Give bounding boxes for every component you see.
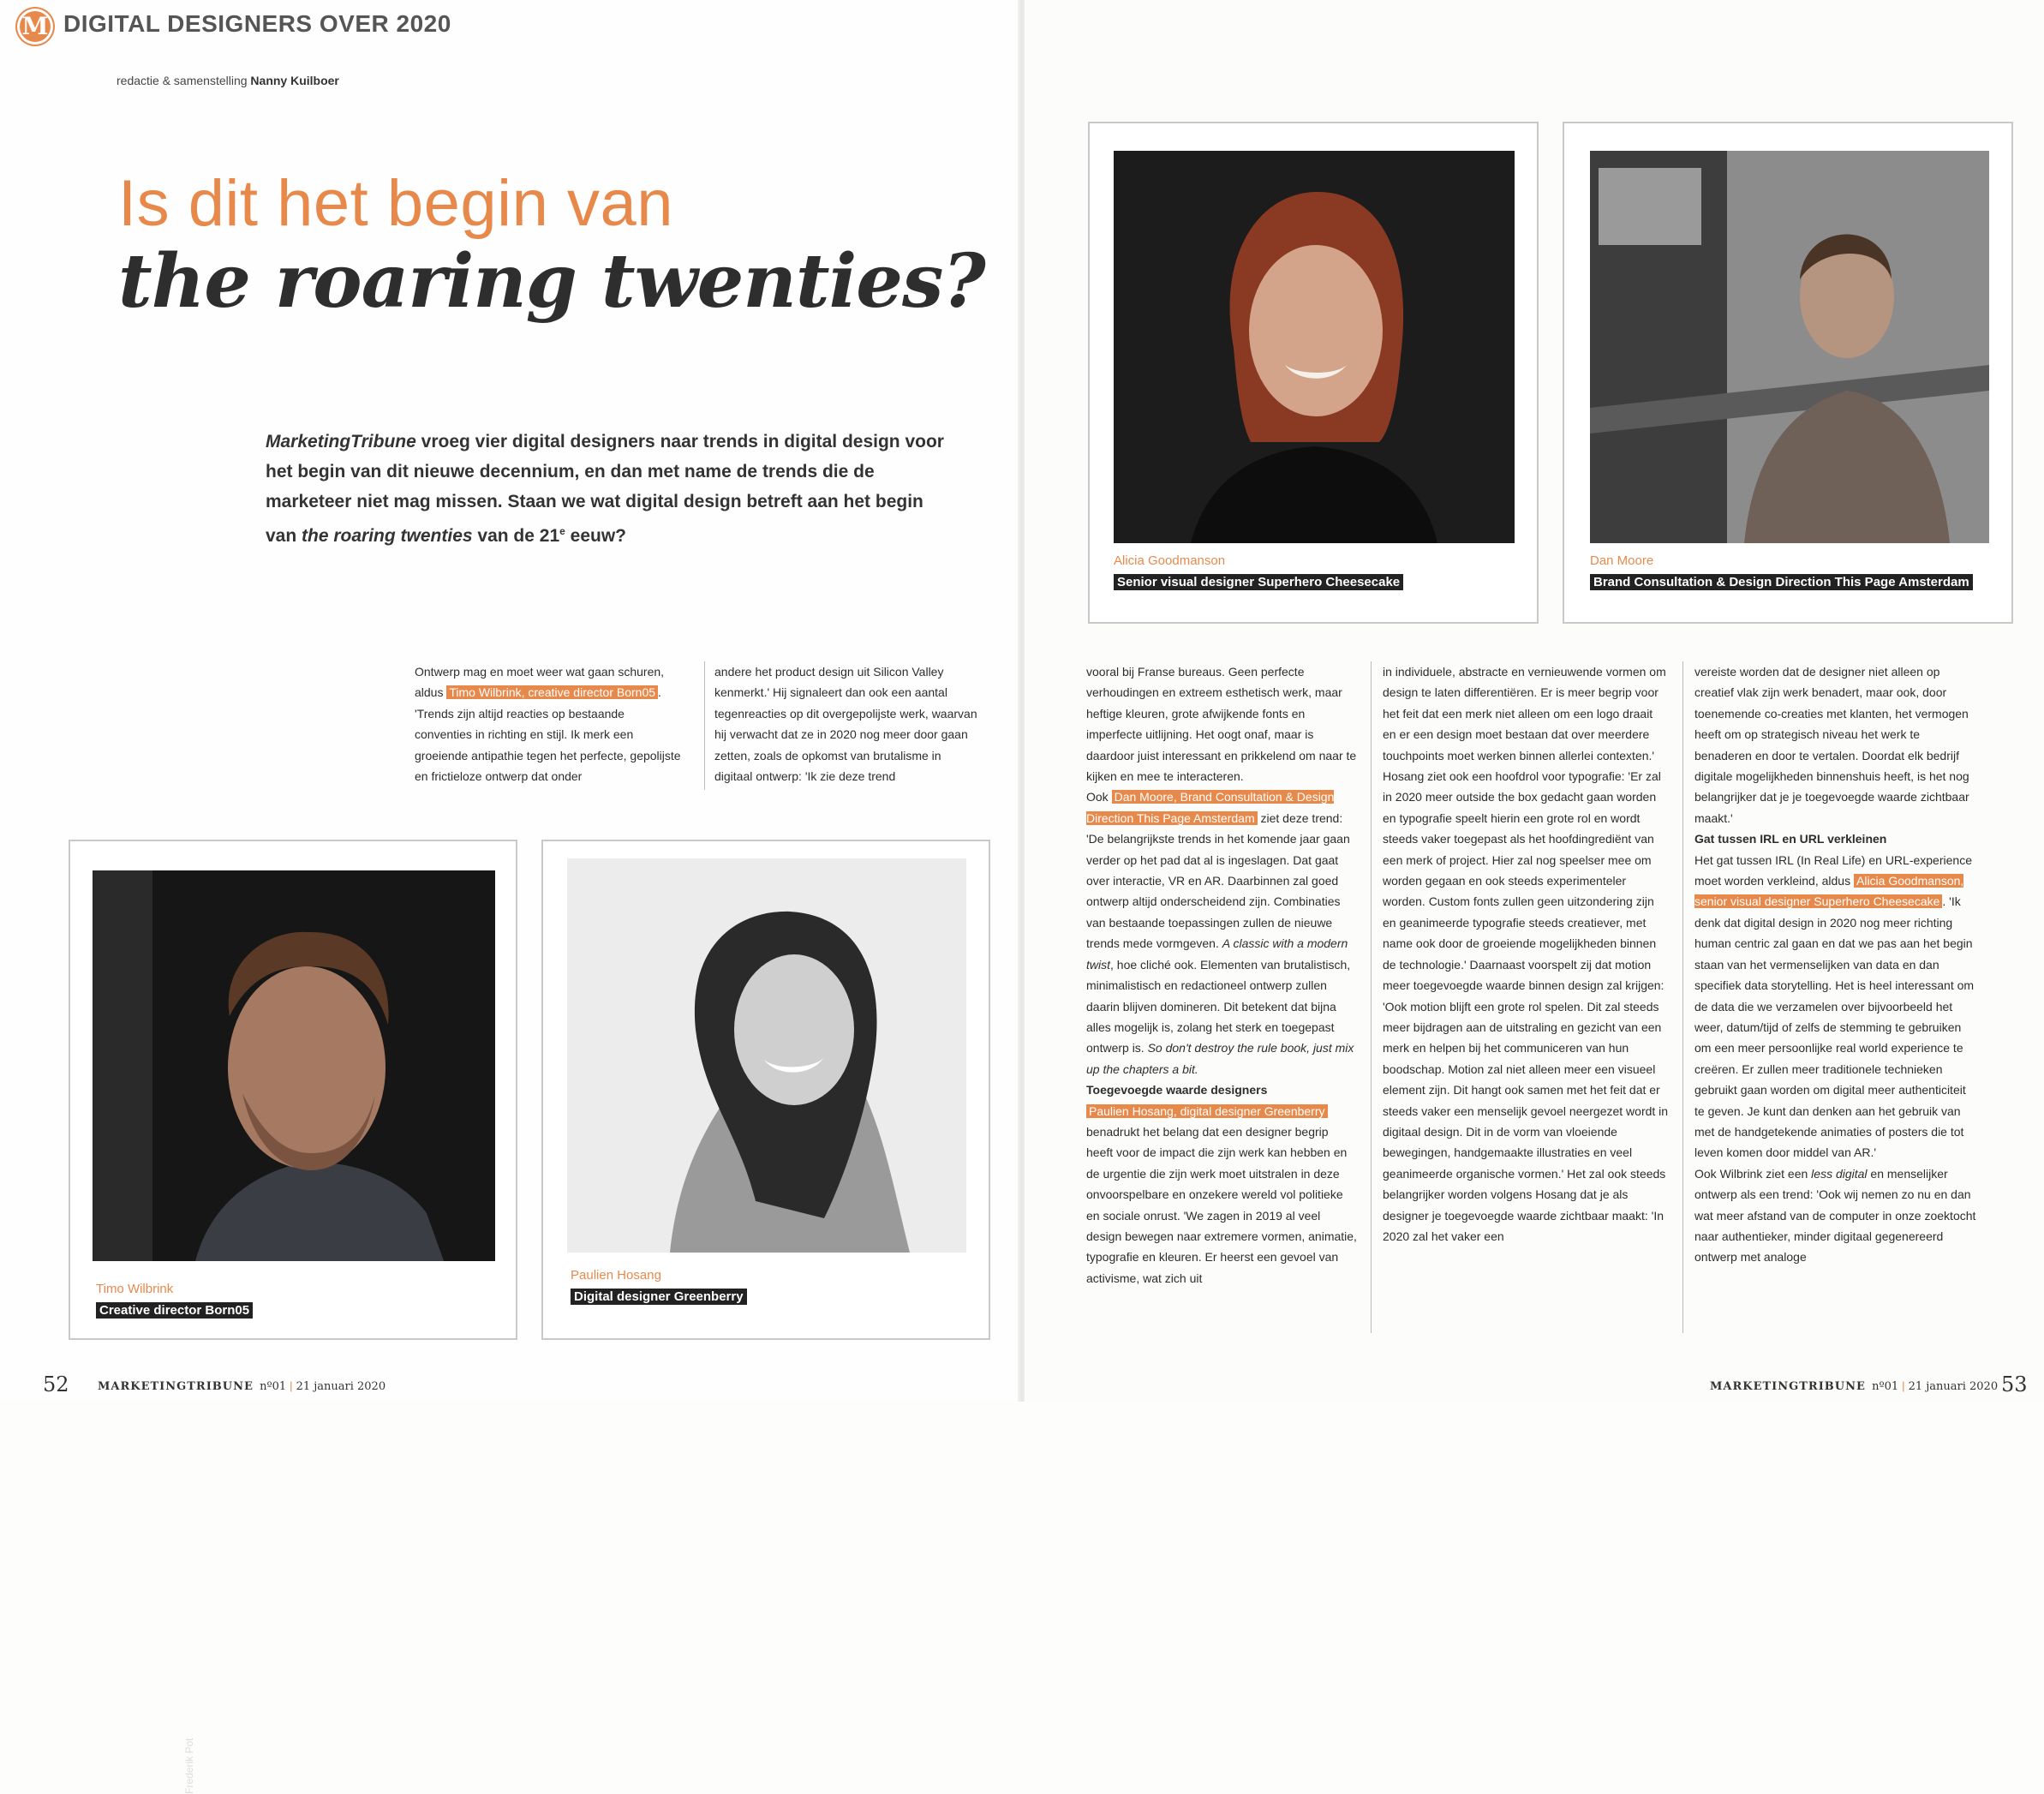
body-paragraph	[1383, 661, 1669, 1247]
highlight-alicia: Alicia Goodmanson, senior visual designer Superhero Cheesecake	[1694, 874, 1964, 909]
body-paragraph	[415, 661, 682, 786]
body-paragraph	[1086, 786, 1357, 1079]
text: andere het product design uit Silicon Valley kenmerkt.' Hij signaleert dan ook een aantal tegenreacties op dit overgepolijste werk, waarvan hij verwacht dat ze in 2020 nog meer door gaan zetten, zoals de opkomst van brutalisme in digitaal ontwerp: 'Ik zie deze trend	[714, 665, 977, 784]
highlight-timo: Timo Wilbrink, creative director Born05	[446, 685, 658, 699]
footer-date: 21 januari 2020	[296, 1380, 386, 1393]
right-page	[1025, 0, 2044, 1402]
intro-paragraph	[266, 427, 951, 551]
body-paragraph	[1086, 661, 1357, 786]
text: Ook Wilbrink ziet een	[1694, 1166, 1812, 1181]
photo-dan-moore	[1590, 151, 1989, 543]
byline-prefix: redactie & samenstelling	[117, 74, 248, 87]
intro-roaring: the roaring twenties	[302, 526, 473, 546]
intro-text-3: eeuw?	[565, 526, 626, 546]
photo-credit: Frederik Pot	[183, 1737, 195, 1794]
column-divider	[1371, 661, 1372, 1333]
text-italic: A classic with a modern twist	[1086, 936, 1348, 972]
page-number-left: 52	[43, 1372, 69, 1396]
body-paragraph	[1694, 661, 1977, 828]
byline	[117, 74, 339, 87]
left-page	[0, 0, 1019, 1794]
caption-name-dan: Dan Moore	[1590, 553, 1654, 568]
footer-date: 21 januari 2020	[1908, 1380, 1999, 1393]
caption-role-alicia: Senior visual designer Superhero Cheesecake	[1114, 574, 1403, 590]
footer-issue: nº01	[1872, 1380, 1899, 1393]
body-paragraph	[1694, 1163, 1977, 1268]
caption-name-alicia: Alicia Goodmanson	[1114, 553, 1226, 568]
photo-paulien-hosang	[567, 858, 966, 1253]
marketingtribune-logo-icon: M	[17, 9, 53, 45]
text: , hoe cliché ook. Elementen van brutalistisch, minimalistisch en redactioneel ontwerp zullen daarin blijven domineren. Dit betekent dat bijna alles mogelijk is, zolang het sterk en toegepast ontwerp is.	[1086, 957, 1351, 1055]
text-italic: less digital	[1811, 1166, 1868, 1181]
body-column-1	[415, 661, 682, 786]
text-italic: So don't destroy the rule book, just mix up the chapters a bit.	[1086, 1041, 1354, 1076]
body-column-5	[1694, 661, 1977, 1268]
caption-name-timo: Timo Wilbrink	[96, 1282, 174, 1296]
byline-name: Nanny Kuilboer	[250, 74, 339, 87]
body-paragraph	[1086, 1101, 1357, 1289]
highlight-dan: Dan Moore, Brand Consultation & Design Direction This Page Amsterdam	[1086, 790, 1335, 825]
text: vooral bij Franse bureaus. Geen perfecte verhoudingen en extreem esthetisch werk, maar heftige kleuren, grote afwijkende fonts en imperfecte uitlijning. Het oogt onaf, maar is daardoor juist interessant en prikkelend om naar te kijken en mee te interacteren.	[1086, 665, 1357, 784]
text: en menselijker ontwerp als een trend: 'Ook wij nemen zo nu en dan wat meer afstand van de computer in onze zoektocht naar authentieker, minder digitaal gegenereerd ontwerp met analoge	[1694, 1166, 1976, 1265]
subheading-irl-url: Gat tussen IRL en URL verkleinen	[1694, 832, 1887, 846]
text: benadrukt het belang dat een designer begrip heeft voor de impact die zijn werk kan hebben en de urgentie die zijn werk moet uitstralen in deze onvoorspelbare en onzekere wereld vol politieke en sociale onrust. 'We zagen in 2019 al veel design bewegen naar extremere vormen, animatie, typografie en kleuren. Er heerst een gevoel van activisme, wat zich uit	[1086, 1124, 1357, 1285]
intro-brand: MarketingTribune	[266, 432, 416, 451]
footer-magazine: MARKETINGTRIBUNE	[1710, 1380, 1866, 1393]
intro-text-2: van de 21	[472, 526, 560, 546]
body-column-3	[1086, 661, 1357, 1289]
highlight-paulien: Paulien Hosang, digital designer Greenberry	[1086, 1104, 1328, 1118]
intro-text-1: vroeg vier digital designers naar trends in digital design voor het begin van dit nieuwe decennium, en dan met name de trends die de marketeer niet mag missen. Staan we wat digital design betreft aan het begin van	[266, 432, 944, 546]
caption-role-dan: Brand Consultation & Design Direction This Page Amsterdam	[1590, 574, 1973, 590]
text: . 'Ik denk dat digital design in 2020 nog meer richting human centric zal gaan en dat we pas aan het begin staan van het vermenselijken van data en dan specifiek data storytelling. Het is heel interessant om de data die we verzamelen over bijvoorbeeld het weer, datum/tijd of zelfs de stemming te gebruiken om een meer persoonlijke real world experience te creëren. Er zullen meer traditionele technieken gebruikt gaan worden om digital meer authenticiteit te geven. Je kunt dan denken aan het gebruik van met de handgetekende animaties of posters die tot leven komen door middel van AR.'	[1694, 894, 1975, 1160]
footer-magazine: MARKETINGTRIBUNE	[98, 1380, 254, 1393]
text: in individuele, abstracte en vernieuwende vormen om design te laten differentiëren. Er is meer begrip voor het feit dat een merk niet alleen om een logo draait en er een design moet bestaan dat over meerdere touchpoints moet werken binnen allerlei contexten.' Hosang ziet ook een hoofdrol voor typografie: 'Er zal in 2020 meer outside the box gedacht gaan worden en typografie speelt hierin een grote rol en wordt steeds vaker toegepast als het hoofdingrediënt van een merk of project. Hier zal nog speelser mee om worden gegaan en ook steeds experimenteler worden. Custom fonts zullen geen uitzondering zijn en geanimeerde typografie steeds creatiever, met name ook door de groeiende mogelijkheden binnen de technologie.' Daarnaast voorspelt zij dat motion meer toegevoegde waarde binnen design zal krijgen: 'Ook motion blijft een grote rol spelen. Dit zal steeds meer bijdragen aan de uitstraling en gezicht van een merk en helpen bij het communiceren van hun boodschap. Motion zal niet alleen meer een visueel element zijn. Dit hangt ook samen met het feit dat er steeds vaker een menselijk gevoel neergezet wordt in digitaal design. Dit in de vorm van vloeiende bewegingen, handgemaakte illustraties en veel geanimeerde organische vormen.' Het zal ook steeds belangrijker worden volgens Hosang dat je als designer je toegevoegde waarde zichtbaar maakt: 'In 2020 zal het vaker een	[1383, 665, 1669, 1243]
photo-alicia-goodmanson	[1114, 151, 1515, 543]
body-column-2	[714, 661, 982, 786]
headline-line1: Is dit het begin van	[118, 167, 673, 240]
subheading-toegevoegde-waarde: Toegevoegde waarde designers	[1086, 1083, 1268, 1097]
photo-timo-wilbrink	[93, 870, 495, 1261]
photo-card-alicia	[1088, 122, 1539, 624]
body-paragraph	[714, 661, 982, 786]
footer-left: MARKETINGTRIBUNE nº01 | 21 januari 2020	[98, 1379, 386, 1393]
text: . 'Trends zijn altijd reacties op bestaande conventies in richting en stijl. Ik merk een groeiende antipathie tegen het perfecte, gepolijste en frictieloze ontwerp dat onder	[415, 685, 681, 784]
text: Ook	[1086, 790, 1112, 804]
photo-card-paulien	[541, 840, 990, 1340]
intro-sup: e	[559, 525, 565, 537]
page-number-right: 53	[2001, 1372, 2028, 1396]
headline-line2: the roaring twenties?	[118, 238, 985, 325]
section-title: DIGITAL DESIGNERS OVER 2020	[63, 10, 451, 37]
footer-issue: nº01	[260, 1380, 287, 1393]
body-paragraph	[1694, 850, 1977, 1163]
text: Ontwerp mag en moet weer wat gaan schuren, aldus	[415, 665, 665, 700]
text: ziet deze trend: 'De belangrijkste trends in het komende jaar gaan verder op het pad dat al is ingeslagen. Dat gaat over interactie, VR en AR. Daarbinnen zal goed ontwerp altijd onderscheidend zijn. Combinaties van bestaande toepassingen zullen de nieuwe trends mede vormgeven.	[1086, 810, 1350, 951]
photo-card-dan	[1563, 122, 2013, 624]
caption-name-paulien: Paulien Hosang	[571, 1268, 661, 1283]
body-column-4	[1383, 661, 1669, 1247]
column-divider	[704, 661, 705, 790]
caption-role-timo: Creative director Born05	[96, 1302, 253, 1319]
footer-right: MARKETINGTRIBUNE nº01 | 21 januari 2020	[1710, 1379, 1999, 1393]
text: vereiste worden dat de designer niet alleen op creatief vlak zijn werk benadert, maar ook, door toenemende co-creaties met klanten, het vermogen heeft om op strategisch niveau het werk te benaderen en door te vertalen. Doordat elk bedrijf digitale mogelijkheden binnenshuis heeft, is het nog belangrijker dat je je toegevoegde waarde zichtbaar maakt.'	[1694, 665, 1969, 825]
caption-role-paulien: Digital designer Greenberry	[571, 1289, 747, 1305]
text: Het gat tussen IRL (In Real Life) en URL-experience moet worden verkleind, aldus	[1694, 852, 1972, 888]
column-divider	[1682, 661, 1683, 1333]
